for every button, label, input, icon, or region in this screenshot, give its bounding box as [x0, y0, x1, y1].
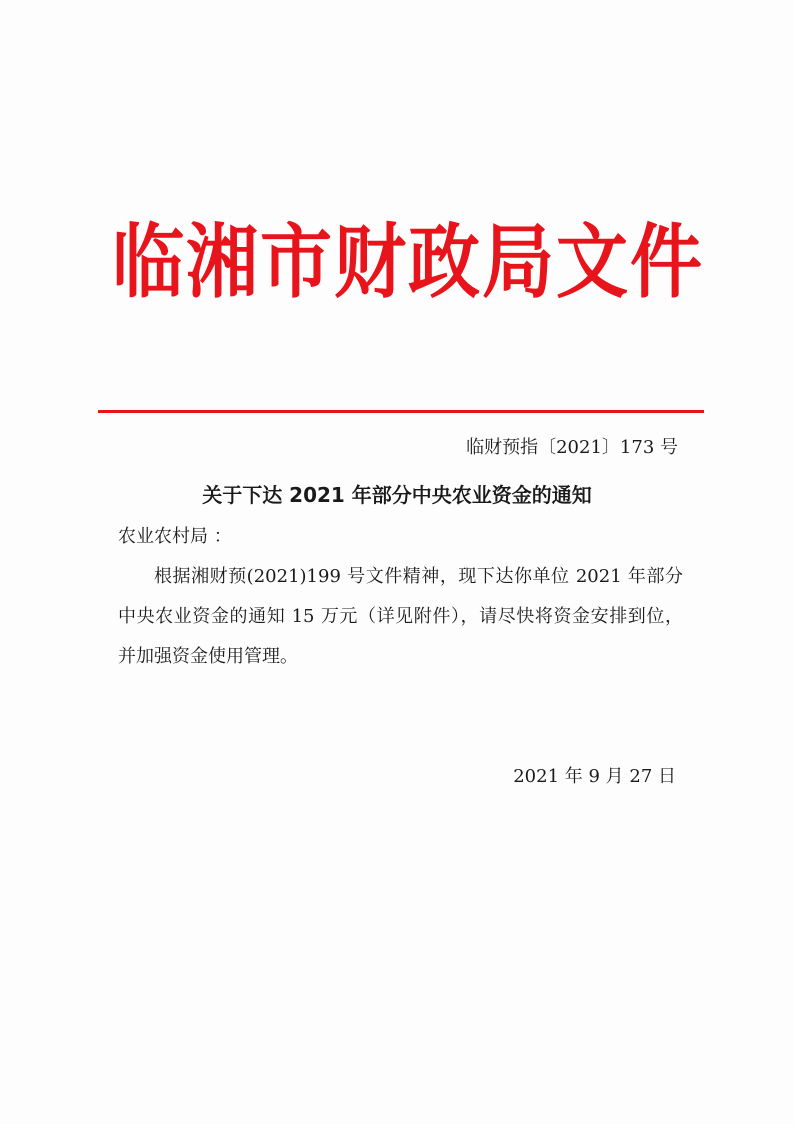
- notice-title: 关于下达 2021 年部分中央农业资金的通知: [202, 483, 592, 507]
- red-divider-line: [98, 410, 704, 413]
- recipient: 农业农村局 ：: [118, 526, 232, 547]
- document-number: 临财预指〔2021〕173 号: [466, 437, 678, 458]
- masthead-title: 临湘市财政局文件: [112, 214, 705, 310]
- issue-date: 2021 年 9 月 27 日: [513, 766, 676, 787]
- body-paragraph: 根据湘财预(2021)199 号文件精神，现下达你单位 2021 年部分中央农业资金的通知 15 万元（详见附件），请尽快将资金安排到位，并加强资金使用管理。: [118, 566, 683, 667]
